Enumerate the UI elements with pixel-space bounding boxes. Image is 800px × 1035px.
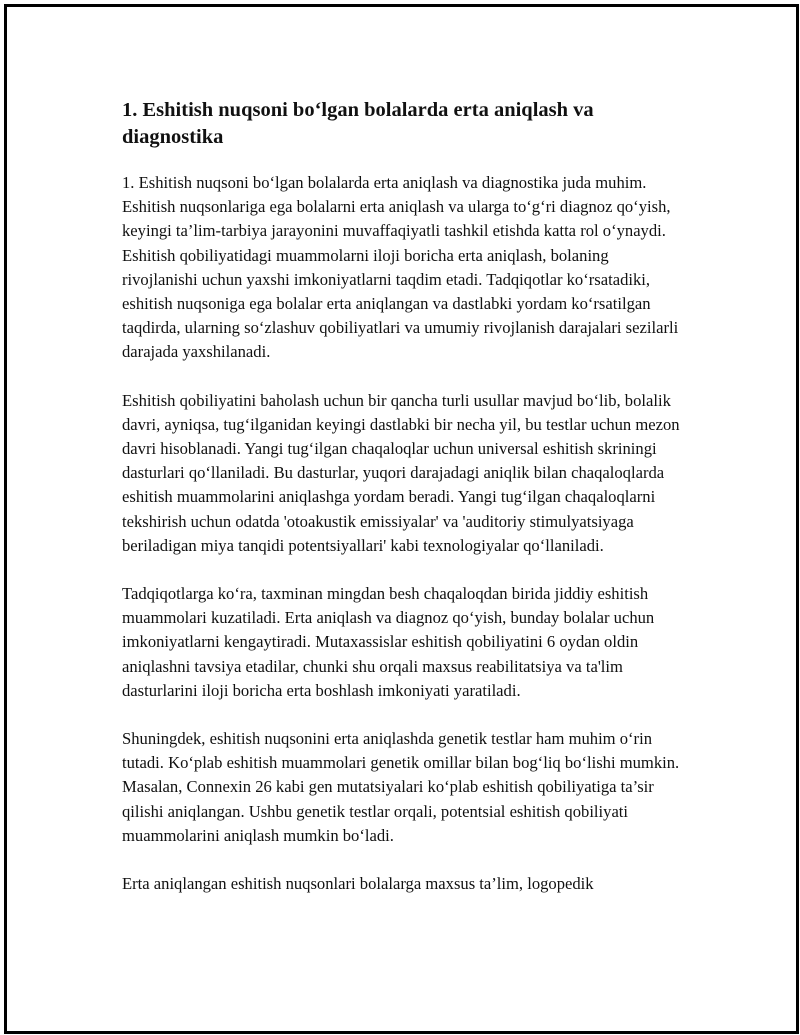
paragraph-5: Erta aniqlangan eshitish nuqsonlari bolalarga maxsus ta’lim, logopedik xyxy=(122,874,594,894)
paragraph-3: Tadqiqotlarga ko‘ra, taxminan mingdan besh chaqaloqdan birida jiddiy eshitish muammolari kuzatiladi. Erta aniqlash va diagnoz qo‘yish, bunday bolalar uchun imkoniyatlarni kengaytiradi. Mutaxassislar eshitish qobiliyatini 6 oydan oldin aniqlashni tavsiya etadilar, chunki shu orqali maxsus reabilitatsiya va ta'lim dasturlarini iloji boricha erta boshlash imkoniyati yaratiladi. xyxy=(122,584,655,700)
page-frame xyxy=(4,4,799,1034)
paragraph-2: Eshitish qobiliyatini baholash uchun bir qancha turli usullar mavjud bo‘lib, bolalik davri, ayniqsa, tug‘ilganidan keyingi dastlabki bir necha yil, bu testlar uchun mezon davri hisoblanadi. Yangi tug‘ilgan chaqaloqlar uchun universal eshitish skriningi dasturlari qo‘llaniladi. Bu dasturlar, yuqori darajadagi aniqlik bilan chaqaloqlarda eshitish muammolarini aniqlashga yordam beradi. Yangi tug‘ilgan chaqaloqlarni tekshirish uchun odatda 'otoakustik emissiyalar' va 'auditoriy stimulyatsiyaga beriladigan miya tanqidi potentsiyallari' kabi texnologiyalar qo‘llaniladi. xyxy=(122,390,680,555)
document-body xyxy=(122,97,682,920)
paragraph-1: 1. Eshitish nuqsoni bo‘lgan bolalarda erta aniqlash va diagnostika juda muhim. Eshitish nuqsonlariga ega bolalarni erta aniqlash va ularga to‘g‘ri diagnoz qo‘yish, keyingi ta’lim-tarbiya jarayonini muvaffaqiyatli tashkil etishda katta rol o‘ynaydi. Eshitish qobiliyatidagi muammolarni iloji boricha erta aniqlash, bolaning rivojlanishi uchun yaxshi imkoniyatlarni taqdim etadi. Tadqiqotlar ko‘rsatadiki, eshitish nuqsoniga ega bolalar erta aniqlangan va dastlabki yordam ko‘rsatilgan taqdirda, ularning so‘zlashuv qobiliyatlari va umumiy rivojlanish darajalari sezilarli darajada yaxshilanadi. xyxy=(122,173,679,362)
paragraph-4: Shuningdek, eshitish nuqsonini erta aniqlashda genetik testlar ham muhim o‘rin tutadi. Ko‘plab eshitish muammolari genetik omillar bilan bog‘liq bo‘lishi mumkin. Masalan, Connexin 26 kabi gen mutatsiyalari ko‘plab eshitish qobiliyatiga ta’sir qilishi aniqlangan. Ushbu genetik testlar orqali, potentsial eshitish qobiliyati muammolarini aniqlash mumkin bo‘ladi. xyxy=(122,729,680,845)
section-heading: 1. Eshitish nuqsoni bo‘lgan bolalarda erta aniqlash va diagnostika xyxy=(122,99,594,148)
